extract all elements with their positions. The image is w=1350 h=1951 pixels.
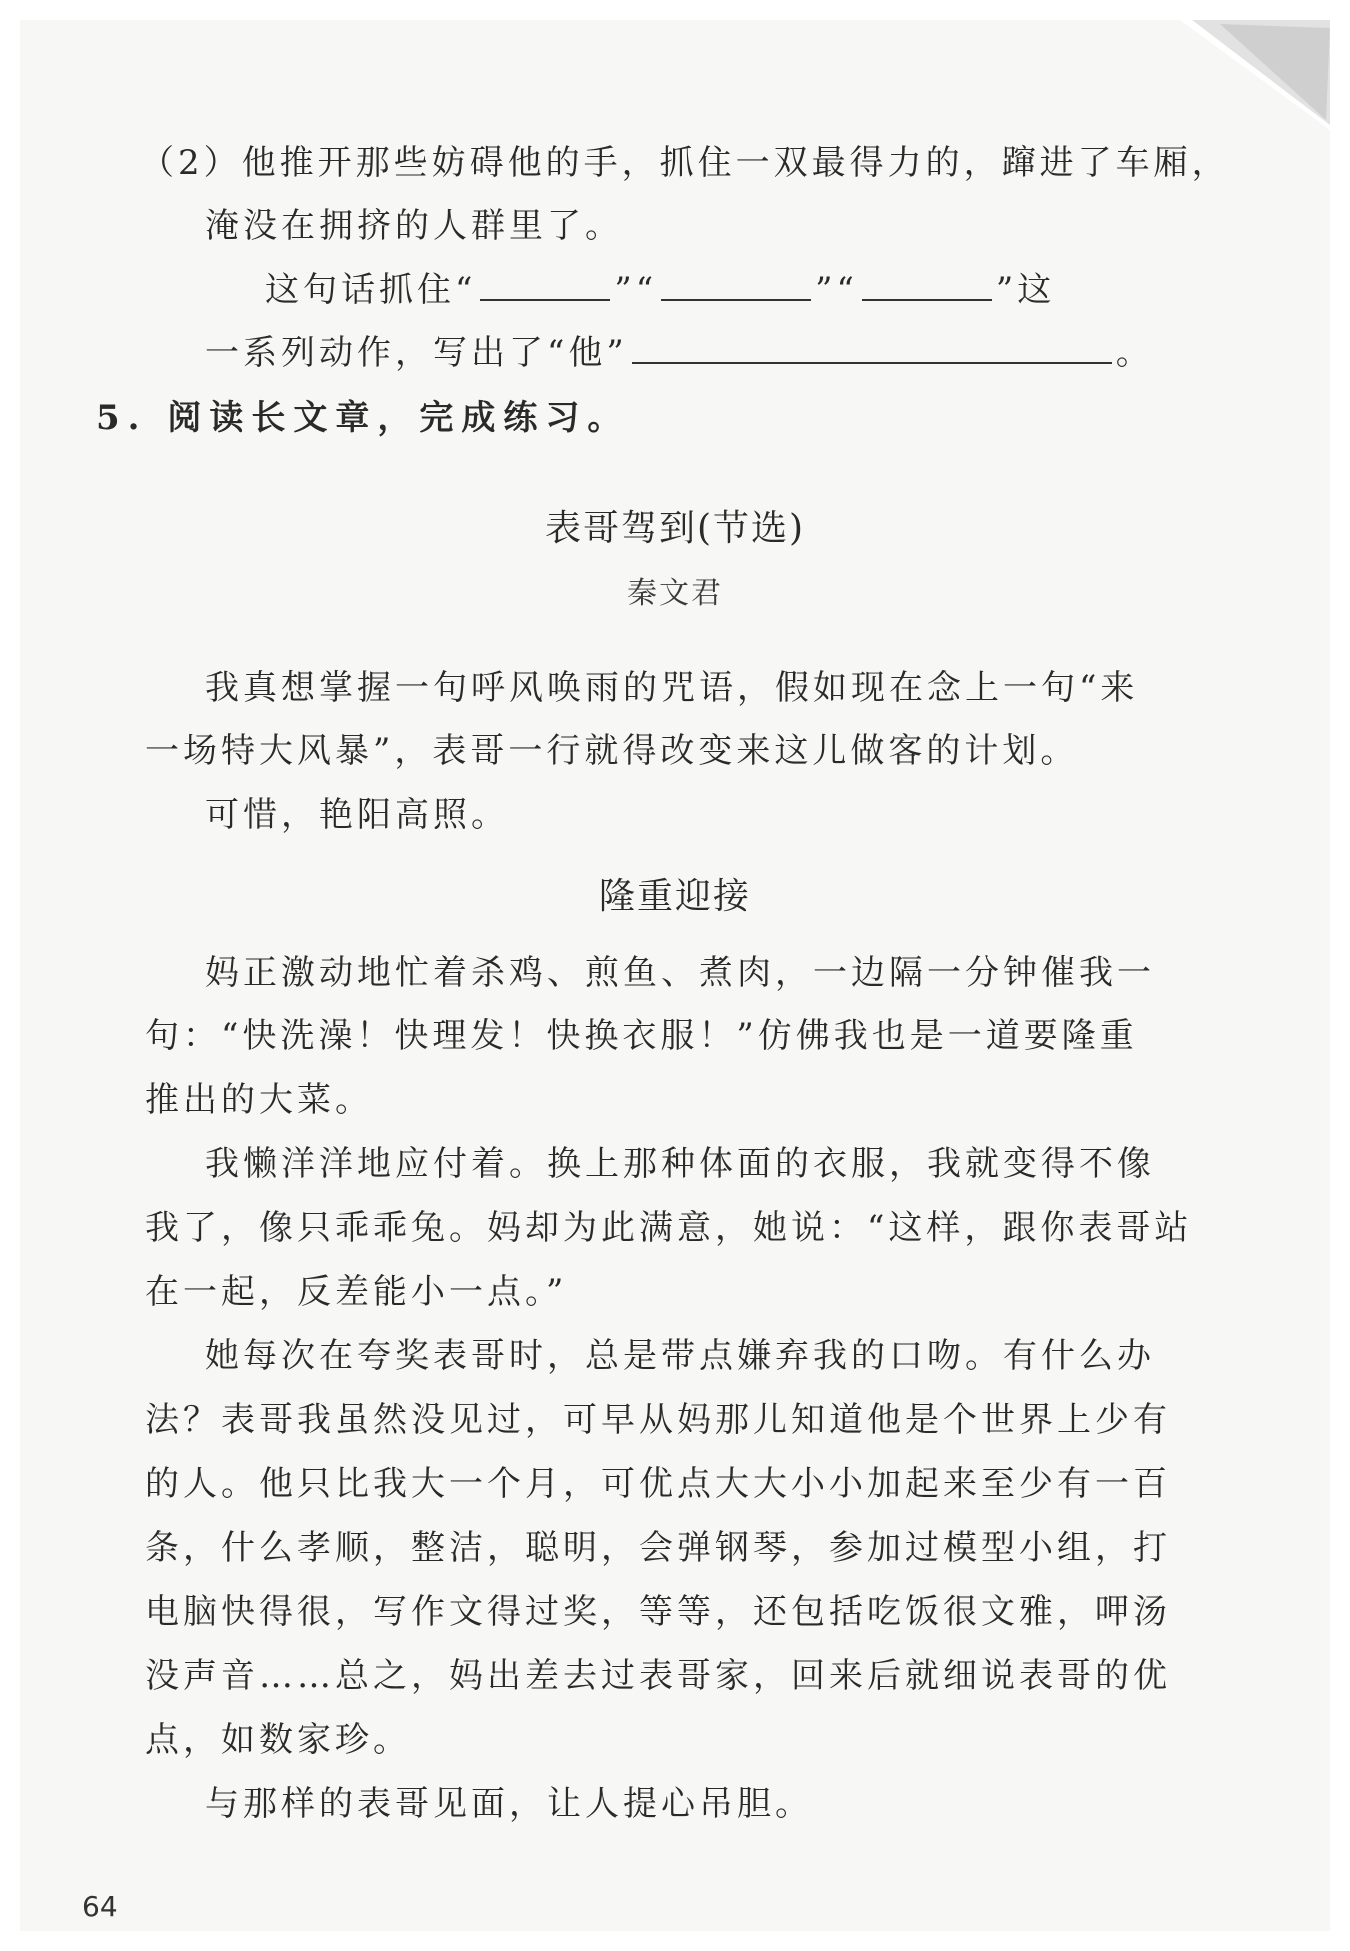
line4-prefix: 一系列动作，写出了“他” bbox=[205, 333, 628, 373]
paragraph-3-line-3: 推出的大菜。 bbox=[145, 1080, 373, 1120]
fill-suffix: ”这 bbox=[995, 270, 1056, 310]
quote-separator-1: ”“ bbox=[614, 270, 658, 310]
textbook-page bbox=[20, 20, 1330, 1931]
page-number: 64 bbox=[82, 1890, 118, 1923]
paragraph-3-line-1: 妈正激动地忙着杀鸡、煎鱼、煮肉，一边隔一分钟催我一 bbox=[205, 953, 1155, 993]
paragraph-4-line-1: 我懒洋洋地应付着。换上那种体面的衣服，我就变得不像 bbox=[205, 1144, 1155, 1184]
answer-blank-2[interactable] bbox=[661, 269, 811, 301]
answer-blank-3[interactable] bbox=[862, 269, 992, 301]
paragraph-6: 与那样的表哥见面，让人提心吊胆。 bbox=[205, 1784, 813, 1824]
exercise-line4 bbox=[205, 325, 1154, 374]
page-curl-corner bbox=[1180, 20, 1330, 130]
paragraph-3-line-2: 句：“快洗澡！快理发！快换衣服！”仿佛我也是一道要隆重 bbox=[145, 1016, 1138, 1056]
exercise-item2-line1: （2）他推开那些妨碍他的手，抓住一双最得力的，蹿进了车厢， bbox=[140, 143, 1230, 183]
paragraph-4-line-3: 在一起，反差能小一点。” bbox=[145, 1272, 568, 1312]
paragraph-1-line-2: 一场特大风暴”，表哥一行就得改变来这儿做客的计划。 bbox=[145, 731, 1079, 771]
paragraph-5-line-1: 她每次在夸奖表哥时，总是带点嫌弃我的口吻。有什么办 bbox=[205, 1336, 1155, 1376]
paragraph-5-line-7: 点，如数家珍。 bbox=[145, 1720, 411, 1760]
paragraph-5-line-5: 电脑快得很，写作文得过奖，等等，还包括吃饭很文雅，呷汤 bbox=[145, 1592, 1171, 1632]
article-author: 秦文君 bbox=[627, 576, 723, 611]
paragraph-5-line-3: 的人。他只比我大一个月，可优点大大小小加起来至少有一百 bbox=[145, 1464, 1171, 1504]
quote-separator-2: ”“ bbox=[815, 270, 858, 310]
question-5-heading: 5. 阅读长文章，完成练习。 bbox=[96, 398, 630, 438]
answer-blank-1[interactable] bbox=[480, 269, 610, 301]
line4-end: 。 bbox=[1115, 333, 1154, 373]
paragraph-5-line-6: 没声音……总之，妈出差去过表哥家，回来后就细说表哥的优 bbox=[145, 1656, 1171, 1696]
fill-prefix: 这句话抓住“ bbox=[265, 270, 477, 310]
paragraph-4-line-2: 我了，像只乖乖兔。妈却为此满意，她说：“这样，跟你表哥站 bbox=[145, 1208, 1193, 1248]
section-title: 隆重迎接 bbox=[598, 876, 751, 917]
answer-blank-4[interactable] bbox=[632, 332, 1112, 364]
exercise-item2-line2: 淹没在拥挤的人群里了。 bbox=[205, 206, 623, 246]
paragraph-1-line-1: 我真想掌握一句呼风唤雨的咒语，假如现在念上一句“来 bbox=[205, 668, 1139, 708]
paragraph-5-line-4: 条，什么孝顺，整洁，聪明，会弹钢琴，参加过模型小组，打 bbox=[145, 1528, 1171, 1568]
exercise-fill-line bbox=[265, 262, 1055, 311]
article-title: 表哥驾到(节选) bbox=[544, 508, 806, 549]
paragraph-5-line-2: 法？表哥我虽然没见过，可早从妈那儿知道他是个世界上少有 bbox=[145, 1400, 1171, 1440]
paragraph-2: 可惜，艳阳高照。 bbox=[205, 795, 509, 835]
